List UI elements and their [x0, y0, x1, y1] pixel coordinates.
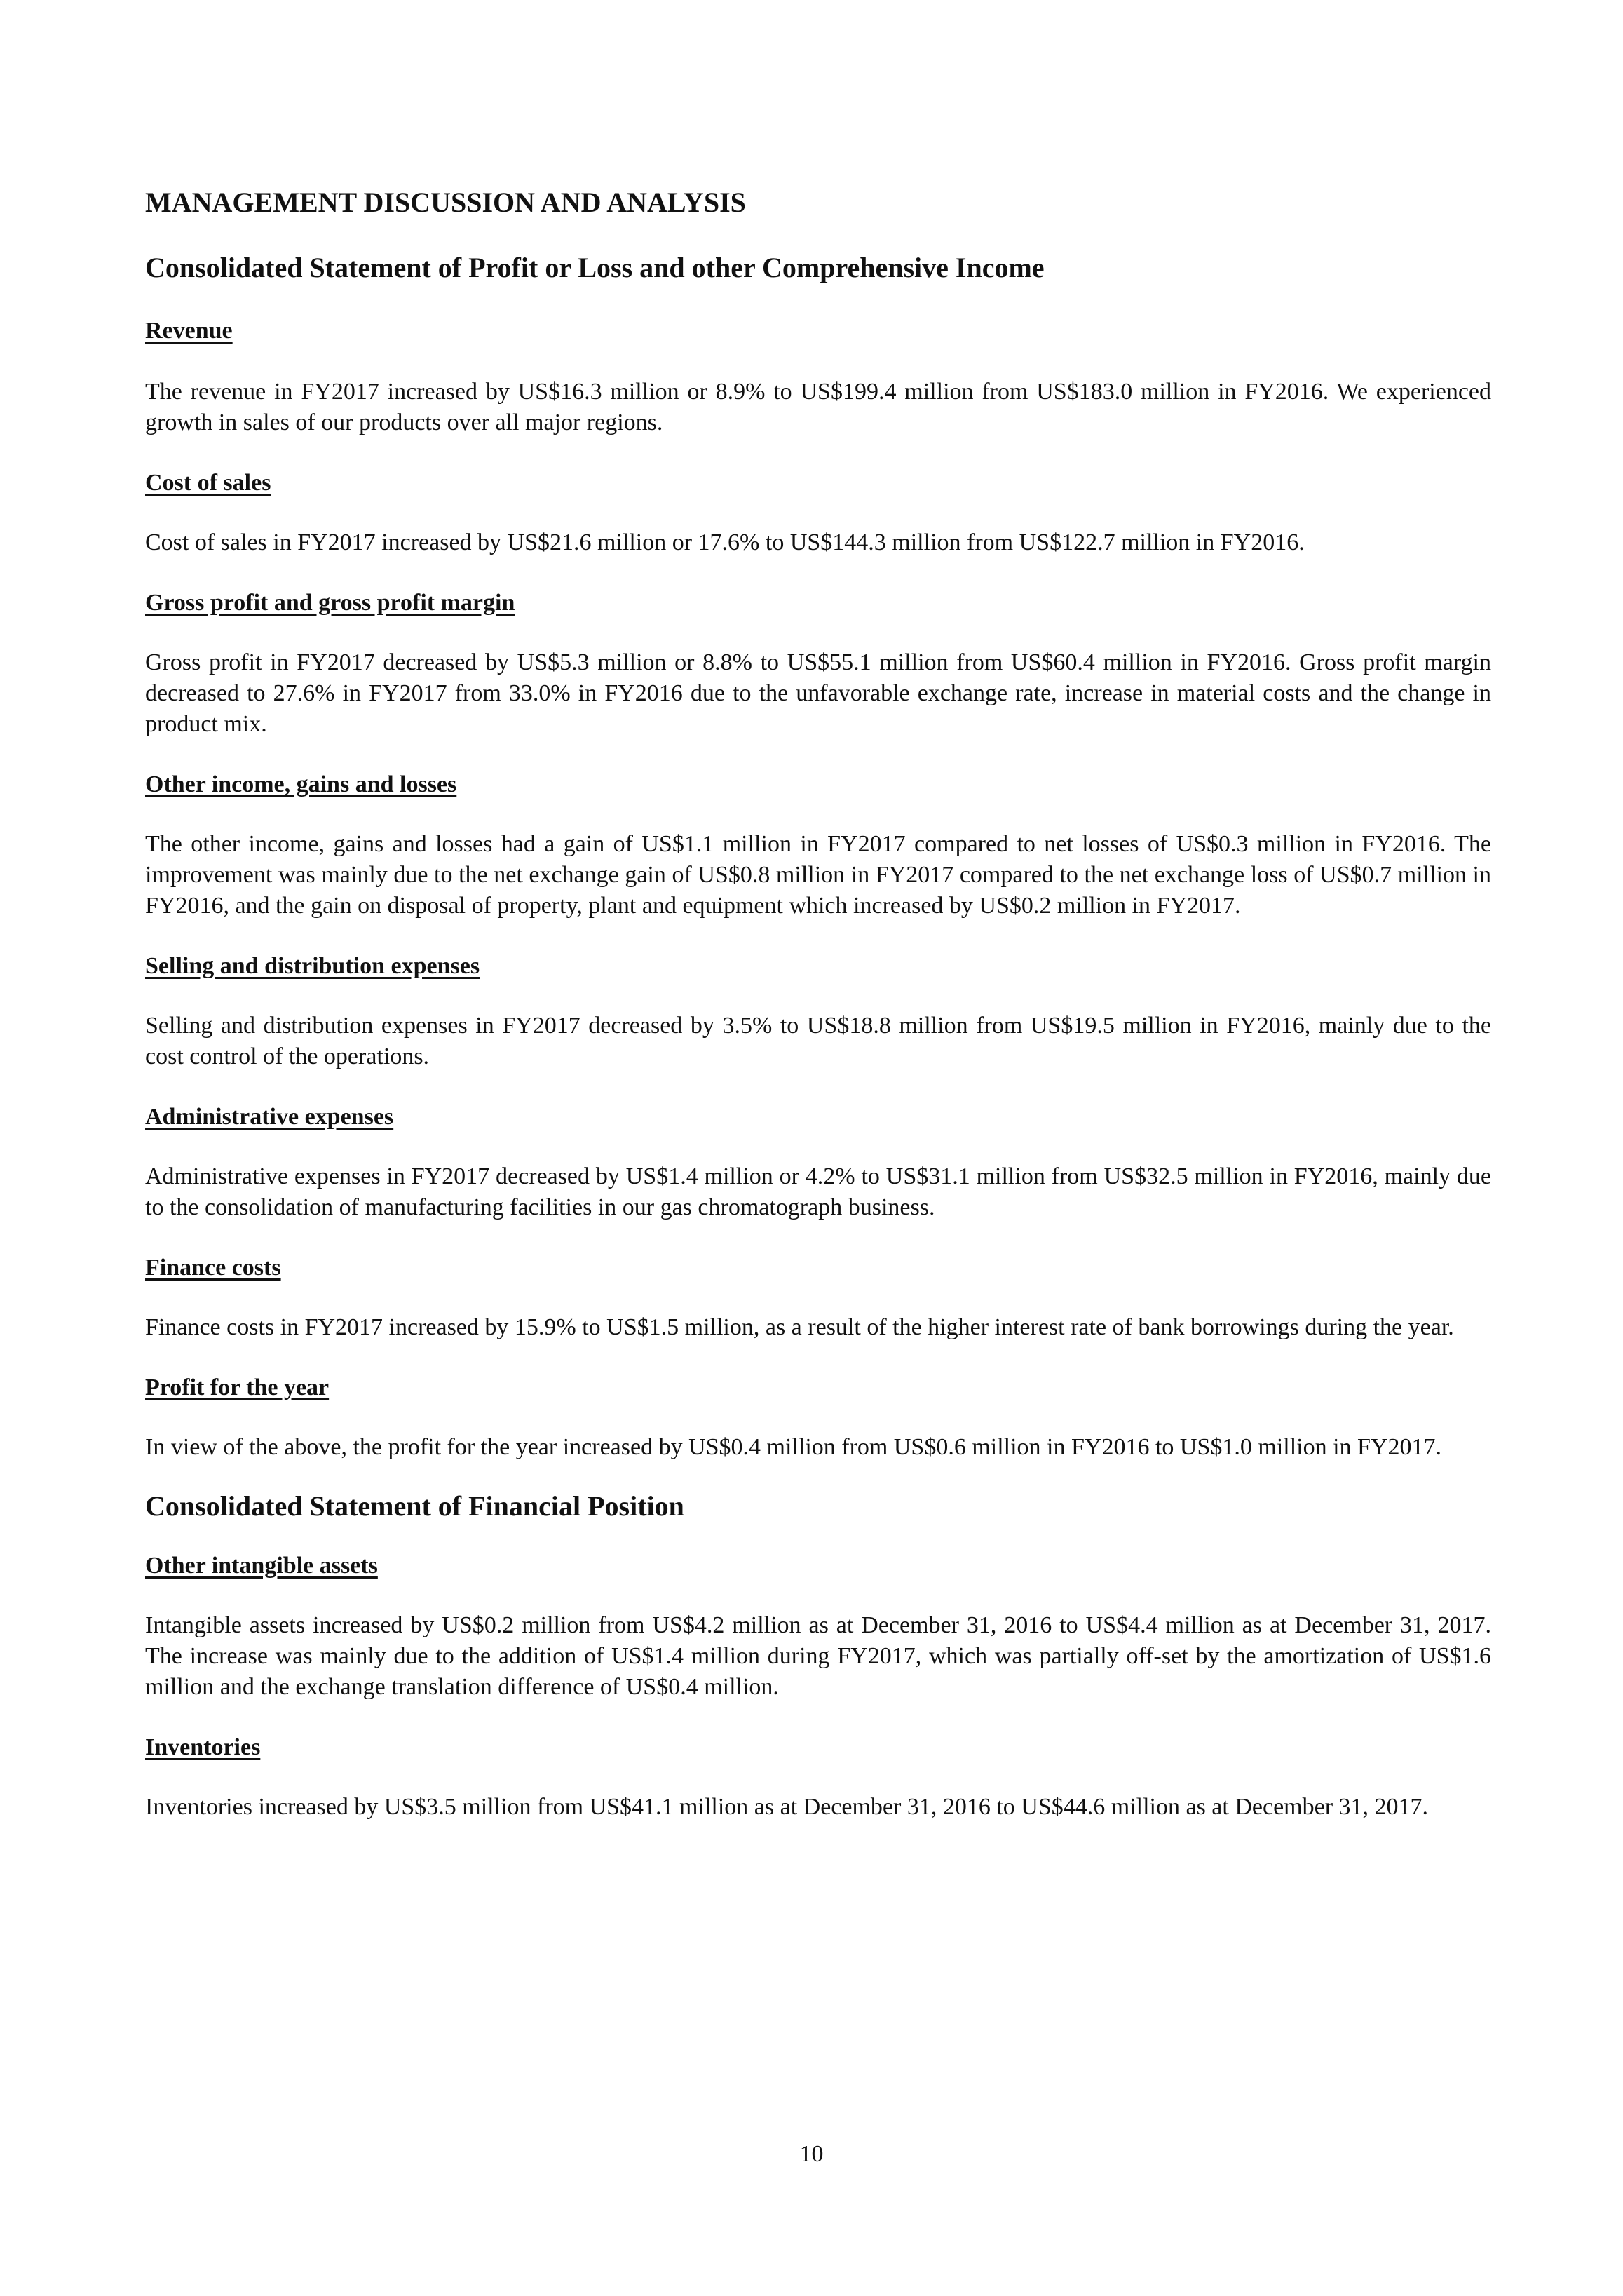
paragraph-administrative-expenses: Administrative expenses in FY2017 decreased by US$1.4 million or 4.2% to US$31.1 million from US$32.5 million in FY2016, mainly due to the consolidation of manufacturing facilities in our gas chromatograph business. — [145, 1163, 1491, 1220]
document-page — [145, 186, 1491, 1823]
heading-other-income: Other income, gains and losses — [145, 771, 457, 797]
heading-inventories: Inventories — [145, 1734, 261, 1760]
paragraph-inventories: Inventories increased by US$3.5 million from US$41.1 million as at December 31, 2016 to US$44.6 million as at December 31, 2017. — [145, 1794, 1429, 1820]
paragraph-intangible-assets: Intangible assets increased by US$0.2 million from US$4.2 million as at December 31, 2016 to US$4.4 million as at December 31, 2017. The increase was mainly due to the addition of US$1.4 million during FY2017, which was partially off-set by the amortization of US$1.6 million and the exchange translation difference of US$0.4 million. — [145, 1612, 1491, 1700]
heading-selling-distribution: Selling and distribution expenses — [145, 953, 480, 979]
paragraph-revenue: The revenue in FY2017 increased by US$16.3 million or 8.9% to US$199.4 million from US$183.0 million in FY2016. We experienced growth in sales of our products over all major regions. — [145, 379, 1491, 435]
heading-finance-costs: Finance costs — [145, 1255, 281, 1281]
heading-revenue: Revenue — [145, 318, 233, 344]
paragraph-selling-distribution: Selling and distribution expenses in FY2017 decreased by 3.5% to US$18.8 million from US$19.5 million in FY2016, mainly due to the cost control of the operations. — [145, 1013, 1491, 1069]
paragraph-gross-profit: Gross profit in FY2017 decreased by US$5.3 million or 8.8% to US$55.1 million from US$60.4 million in FY2016. Gross profit margin decreased to 27.6% in FY2017 from 33.0% in FY2016 due to the unfavorable exchange rate, increase in material costs and the change in product mix. — [145, 649, 1491, 737]
heading-administrative-expenses: Administrative expenses — [145, 1104, 394, 1130]
paragraph-finance-costs: Finance costs in FY2017 increased by 15.9% to US$1.5 million, as a result of the higher interest rate of bank borrowings during the year. — [145, 1314, 1454, 1340]
document-title: MANAGEMENT DISCUSSION AND ANALYSIS — [145, 187, 746, 218]
heading-intangible-assets: Other intangible assets — [145, 1553, 378, 1579]
heading-profit-for-year: Profit for the year — [145, 1375, 330, 1400]
paragraph-cost-of-sales: Cost of sales in FY2017 increased by US$21.6 million or 17.6% to US$144.3 million from US$122.7 million in FY2016. — [145, 529, 1305, 555]
page-number: 10 — [799, 2141, 824, 2167]
heading-cost-of-sales: Cost of sales — [145, 470, 271, 496]
heading-gross-profit: Gross profit and gross profit margin — [145, 590, 515, 616]
section-title-profit-or-loss: Consolidated Statement of Profit or Loss and other Comprehensive Income — [145, 252, 1045, 283]
paragraph-profit-for-year: In view of the above, the profit for the year increased by US$0.4 million from US$0.6 million in FY2016 to US$1.0 million in FY2017. — [145, 1434, 1442, 1460]
paragraph-other-income: The other income, gains and losses had a gain of US$1.1 million in FY2017 compared to net losses of US$0.3 million in FY2016. The improvement was mainly due to the net exchange gain of US$0.8 million in FY2017 compared to the net exchange loss of US$0.7 million in FY2016, and the gain on disposal of property, plant and equipment which increased by US$0.2 million in FY2017. — [145, 831, 1491, 919]
section-title-financial-position: Consolidated Statement of Financial Position — [145, 1490, 684, 1522]
